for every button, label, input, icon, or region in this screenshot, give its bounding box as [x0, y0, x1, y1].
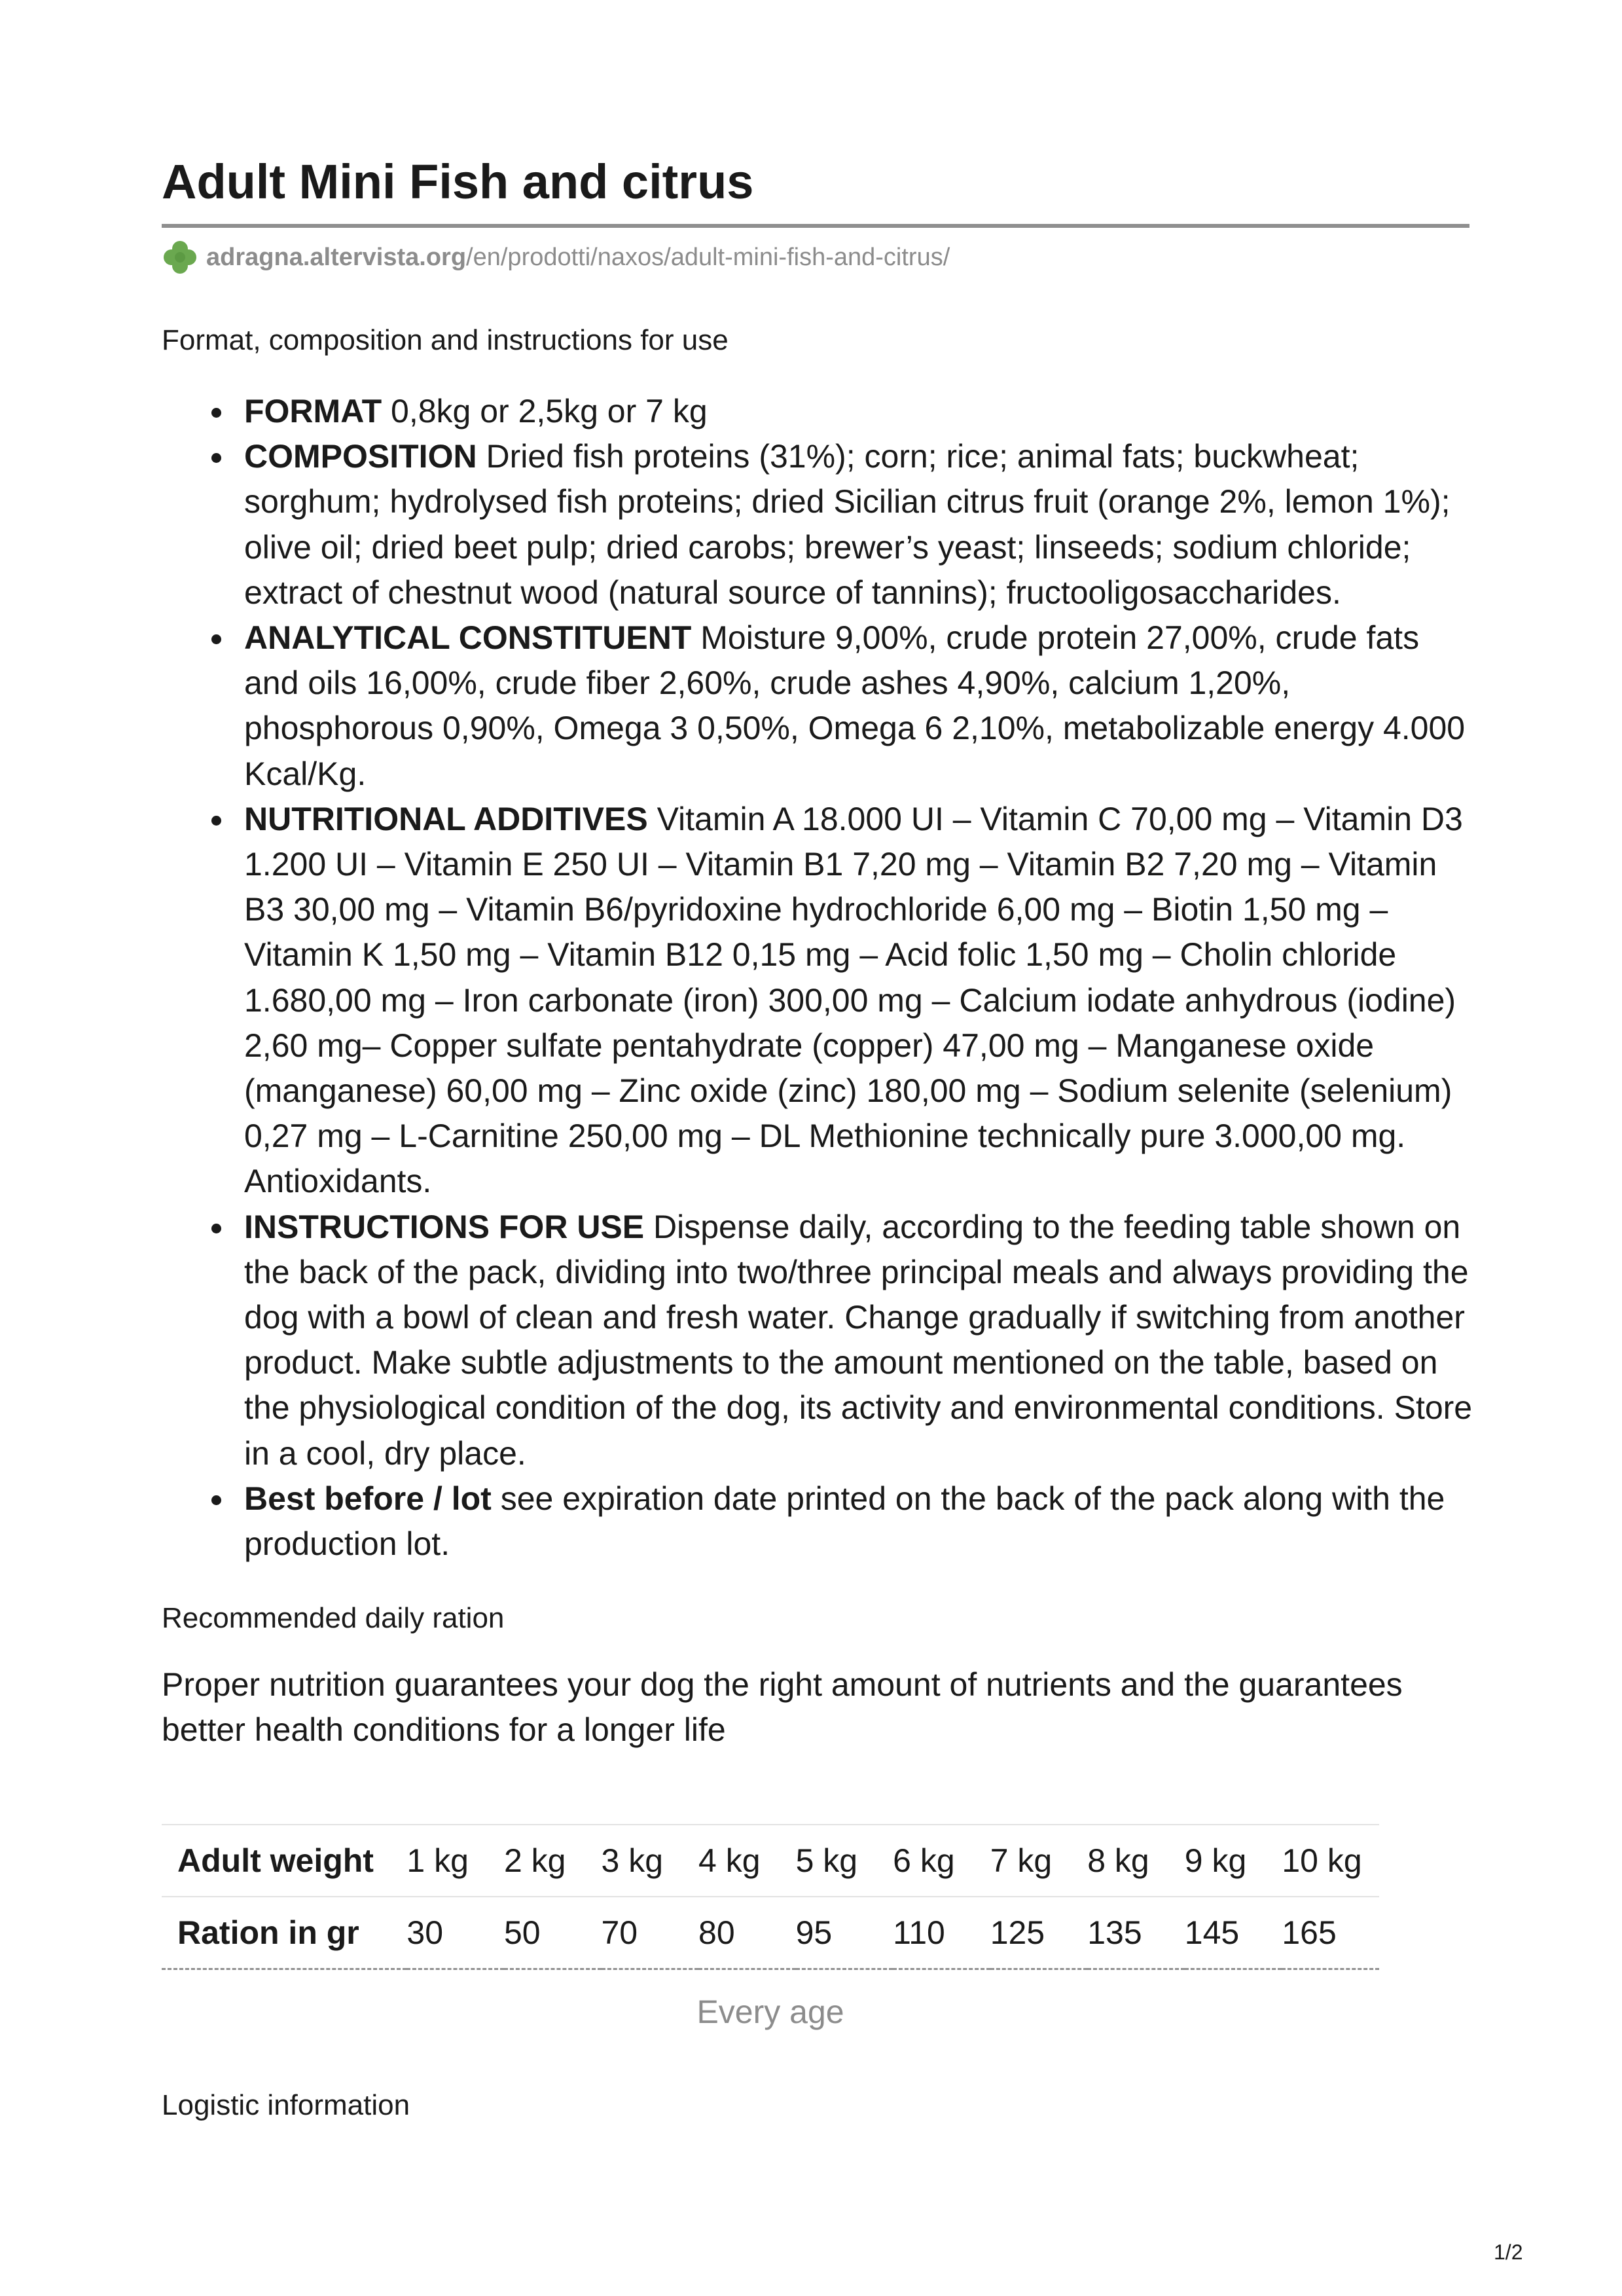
table-cell: 2 kg: [504, 1825, 602, 1897]
table-caption: Every age: [696, 1994, 844, 2030]
ration-table: [162, 1824, 1379, 1970]
table-cell: 110: [893, 1897, 990, 1969]
list-item-label: COMPOSITION: [244, 438, 477, 475]
table-cell: 6 kg: [893, 1825, 990, 1897]
product-details-list: [162, 389, 1477, 1567]
list-item-best-before: [244, 1476, 1477, 1567]
table-row-weight: [162, 1825, 1379, 1897]
table-cell: 7 kg: [990, 1825, 1088, 1897]
table-cell: 165: [1282, 1897, 1379, 1969]
list-item-text: Vitamin A 18.000 UI – Vitamin C 70,00 mg – Vitamin D3 1.200 UI – Vitamin E 250 UI – Vitamin B1 7,20 mg – Vitamin B2 7,20 mg – Vitamin B3 30,00 mg – Vitamin B6/pyridoxine hydrochloride 6,00 mg – Biotin 1,50 mg – Vitamin K 1,50 mg – Vitamin B12 0,15 mg – Acid folic 1,50 mg – Cholin chloride 1.680,00 mg – Iron carbonate (iron) 300,00 mg – Calcium iodate anhydrous (iodine) 2,60 mg– Copper sulfate pentahydrate (copper) 47,00 mg – Manganese oxide (manganese) 60,00 mg – Zinc oxide (zinc) 180,00 mg – Sodium selenite (selenium) 0,27 mg – L-Carnitine 250,00 mg – DL Methionine technically pure 3.000,00 mg. Antioxidants.: [244, 800, 1463, 1200]
list-item-text: 0,8kg or 2,5kg or 7 kg: [382, 393, 708, 429]
list-item-label: FORMAT: [244, 393, 382, 429]
list-item-composition: [244, 434, 1477, 615]
table-cell: 95: [796, 1897, 893, 1969]
page-number: 1/2: [1494, 2240, 1523, 2264]
source-url[interactable]: [162, 239, 950, 276]
list-item-nutritional-additives: [244, 797, 1477, 1205]
list-item-label: INSTRUCTIONS FOR USE: [244, 1208, 645, 1245]
table-row-ration: [162, 1897, 1379, 1969]
table-cell: 3 kg: [602, 1825, 699, 1897]
list-item-label: Best before / lot: [244, 1480, 492, 1517]
list-item-label: NUTRITIONAL ADDITIVES: [244, 800, 648, 837]
page-title: Adult Mini Fish and citrus: [162, 155, 754, 209]
table-cell: 5 kg: [796, 1825, 893, 1897]
title-divider: [162, 224, 1469, 228]
section-label-ration: Recommended daily ration: [162, 1602, 505, 1634]
table-cell: 1 kg: [406, 1825, 504, 1897]
list-item-label: ANALYTICAL CONSTITUENT: [244, 619, 692, 657]
table-cell: 135: [1087, 1897, 1185, 1969]
table-cell: 10 kg: [1282, 1825, 1379, 1897]
list-item-format: [244, 389, 1477, 434]
list-item-text: see expiration date printed on the back of the pack along with the production lot.: [244, 1480, 1445, 1563]
list-item-text: Dispense daily, according to the feeding table shown on the back of the pack, dividing into two/three principal meals and always providing the dog with a bowl of clean and fresh water. Change gradually if switching from another product. Make subtle adjustments to the amount mentioned on the table, based on the physiological condition of the dog, its activity and environmental conditions. Store in a cool, dry place.: [244, 1208, 1473, 1472]
list-item-text: Moisture 9,00%, crude protein 27,00%, crude fats and oils 16,00%, crude fiber 2,60%, crude ashes 4,90%, calcium 1,20%, phosphorous 0,90%, Omega 3 0,50%, Omega 6 2,10%, metabolizable energy 4.000 Kcal/Kg.: [244, 619, 1466, 792]
table-cell: 4 kg: [698, 1825, 796, 1897]
table-cell: 145: [1185, 1897, 1282, 1969]
table-cell: 125: [990, 1897, 1088, 1969]
list-item-analytical-constituent: [244, 615, 1477, 797]
list-item-text: Dried fish proteins (31%); corn; rice; animal fats; buckwheat; sorghum; hydrolysed fish proteins; dried Sicilian citrus fruit (orange 2%, lemon 1%); olive oil; dried beet pulp; dried carobs; brewer’s yeast; linseeds; sodium chloride; extract of chestnut wood (natural source of tannins); fructooligosaccharides.: [244, 438, 1451, 611]
list-item-instructions: [244, 1205, 1477, 1476]
table-cell: 50: [504, 1897, 602, 1969]
ration-intro-text: Proper nutrition guarantees your dog the right amount of nutrients and the guarantees better health conditions for a longer life: [162, 1666, 1403, 1748]
table-cell: 70: [602, 1897, 699, 1969]
section-label-format: Format, composition and instructions for use: [162, 324, 729, 356]
table-cell: 80: [698, 1897, 796, 1969]
clover-icon: [162, 239, 198, 276]
table-cell: 8 kg: [1087, 1825, 1185, 1897]
ration-header: Ration in gr: [162, 1897, 406, 1969]
table-cell: 30: [406, 1897, 504, 1969]
source-path: /en/prodotti/naxos/adult-mini-fish-and-citrus/: [466, 243, 950, 271]
weight-header: Adult weight: [162, 1825, 406, 1897]
table-cell: 9 kg: [1185, 1825, 1282, 1897]
source-domain: adragna.altervista.org: [206, 243, 467, 271]
section-label-logistic: Logistic information: [162, 2089, 410, 2121]
